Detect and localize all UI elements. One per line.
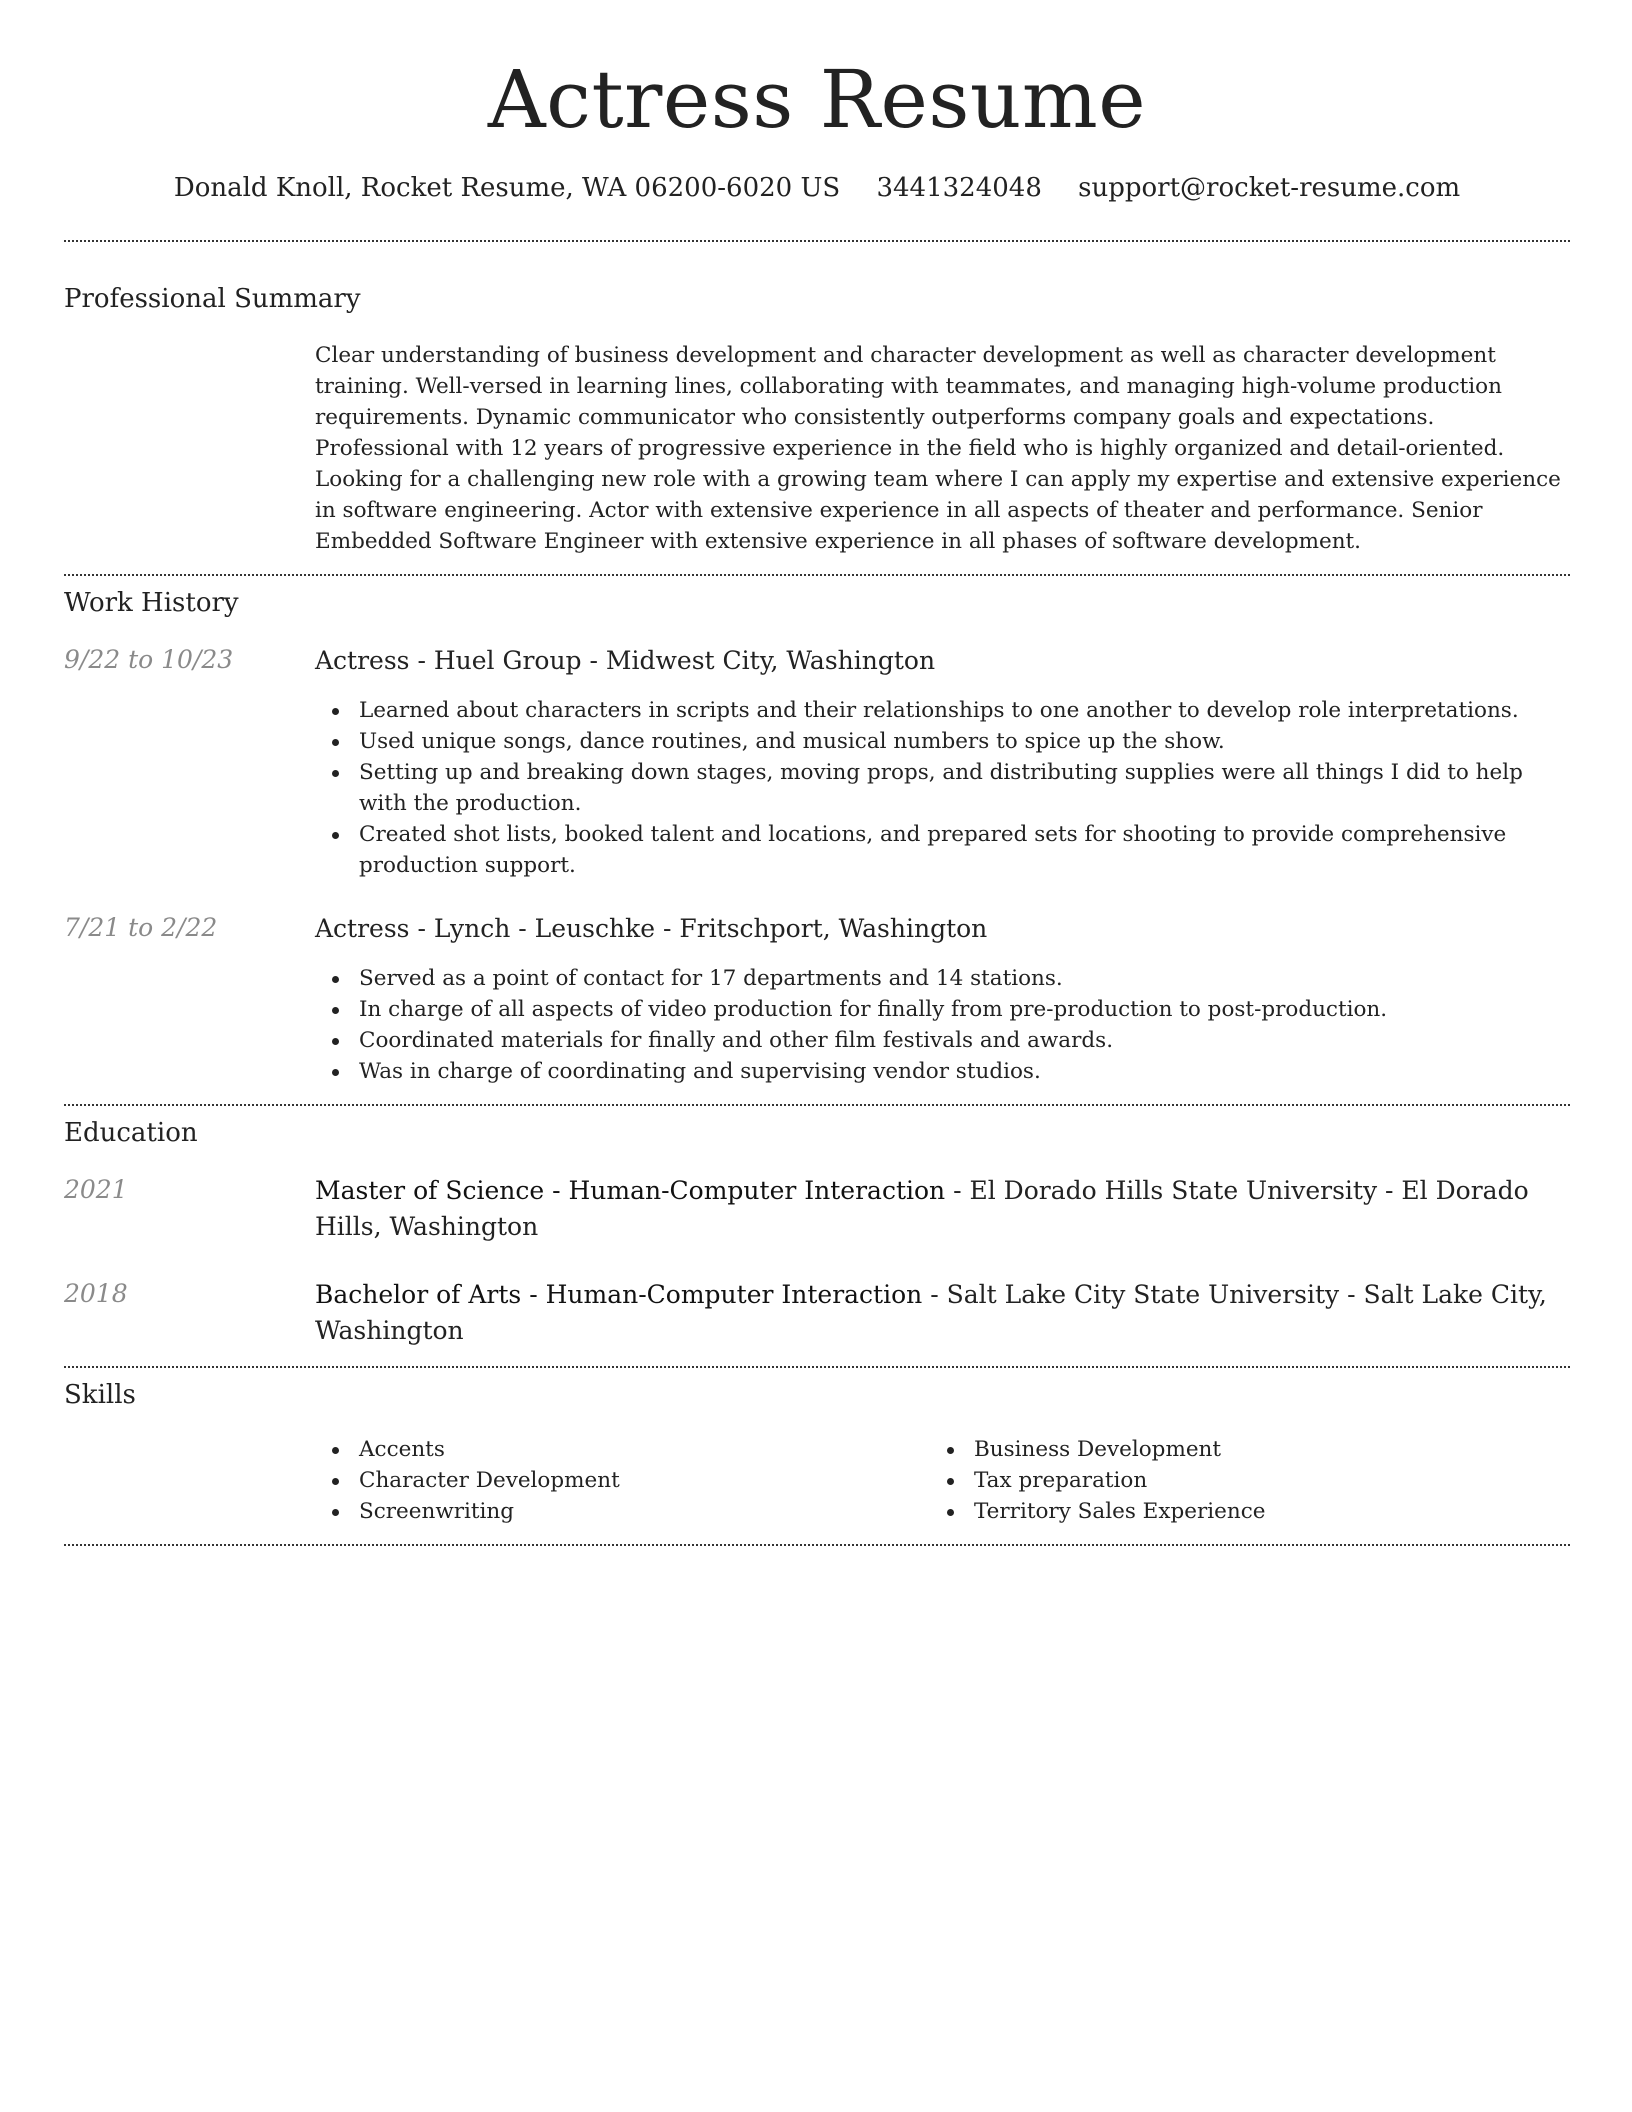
list-item: Served as a point of contact for 17 departments and 14 stations. <box>315 963 1570 994</box>
list-item: Coordinated materials for finally and other film festivals and awards. <box>315 1025 1570 1056</box>
list-item: Was in charge of coordinating and supervising vendor studios. <box>315 1056 1570 1087</box>
list-item: Created shot lists, booked talent and locations, and prepared sets for shooting to provide comprehensive production support. <box>315 819 1570 881</box>
section-heading-education: Education <box>64 1118 198 1148</box>
list-item: Territory Sales Experience <box>930 1496 1632 1527</box>
contact-line <box>64 170 1570 206</box>
school-location: - Salt Lake City State University - Salt Lake City, Washington <box>315 1280 1547 1345</box>
section-heading-summary: Professional Summary <box>64 284 361 314</box>
divider <box>64 1366 1570 1368</box>
list-item: Business Development <box>930 1434 1632 1465</box>
education-entry <box>315 1173 1570 1245</box>
job-dates: 9/22 to 10/23 <box>64 645 234 674</box>
list-item: In charge of all aspects of video production for finally from pre-production to post-production. <box>315 994 1570 1025</box>
school-location: - El Dorado Hills State University - El Dorado Hills, Washington <box>315 1176 1529 1241</box>
job-bullets <box>315 963 1570 1087</box>
job-title: Actress - Lynch - Leuschke - Fritschport, Washington <box>315 914 988 943</box>
list-item: Used unique songs, dance routines, and musical numbers to spice up the show. <box>315 726 1570 757</box>
job-bullets <box>315 695 1570 881</box>
contact-address: Donald Knoll, Rocket Resume, WA 06200-6020 US <box>173 173 841 203</box>
divider <box>64 1104 1570 1106</box>
list-item: Screenwriting <box>315 1496 1570 1527</box>
skills-list-right <box>930 1434 1632 1527</box>
contact-phone: 3441324048 <box>876 173 1042 203</box>
divider <box>64 240 1570 242</box>
summary-text: Clear understanding of business development and character development as well as character development training. Well-versed in learning lines, collaborating with teammates, and managing high-volume production requirements. Dynamic communicator who consistently outperforms company goals and expectations. Professional with 12 years of progressive experience in the field who is highly organized and detail-oriented. Looking for a challenging new role with a growing team where I can apply my expertise and extensive experience in software engineering. Actor with extensive experience in all aspects of theater and performance. Senior Embedded Software Engineer with extensive experience in all phases of software development. <box>315 343 1561 554</box>
section-heading-skills: Skills <box>64 1380 136 1410</box>
job-title: Actress - Huel Group - Midwest City, Washington <box>315 646 936 675</box>
education-year: 2021 <box>64 1175 128 1204</box>
list-item: Tax preparation <box>930 1465 1632 1496</box>
section-heading-work: Work History <box>64 588 239 618</box>
list-item: Setting up and breaking down stages, moving props, and distributing supplies were all things I did to help with the production. <box>315 757 1570 819</box>
degree-name: Master of Science - Human-Computer Interaction <box>315 1176 946 1205</box>
degree-name: Bachelor of Arts - Human-Computer Interaction <box>315 1280 923 1309</box>
education-entry <box>315 1277 1570 1349</box>
education-year: 2018 <box>64 1279 128 1308</box>
divider <box>64 574 1570 576</box>
contact-email: support@rocket-resume.com <box>1078 173 1461 203</box>
divider <box>64 1544 1570 1546</box>
list-item: Character Development <box>315 1465 1570 1496</box>
resume-title: Actress Resume <box>487 53 1147 146</box>
list-item: Learned about characters in scripts and their relationships to one another to develop role interpretations. <box>315 695 1570 726</box>
list-item: Accents <box>315 1434 1570 1465</box>
job-dates: 7/21 to 2/22 <box>64 913 218 942</box>
